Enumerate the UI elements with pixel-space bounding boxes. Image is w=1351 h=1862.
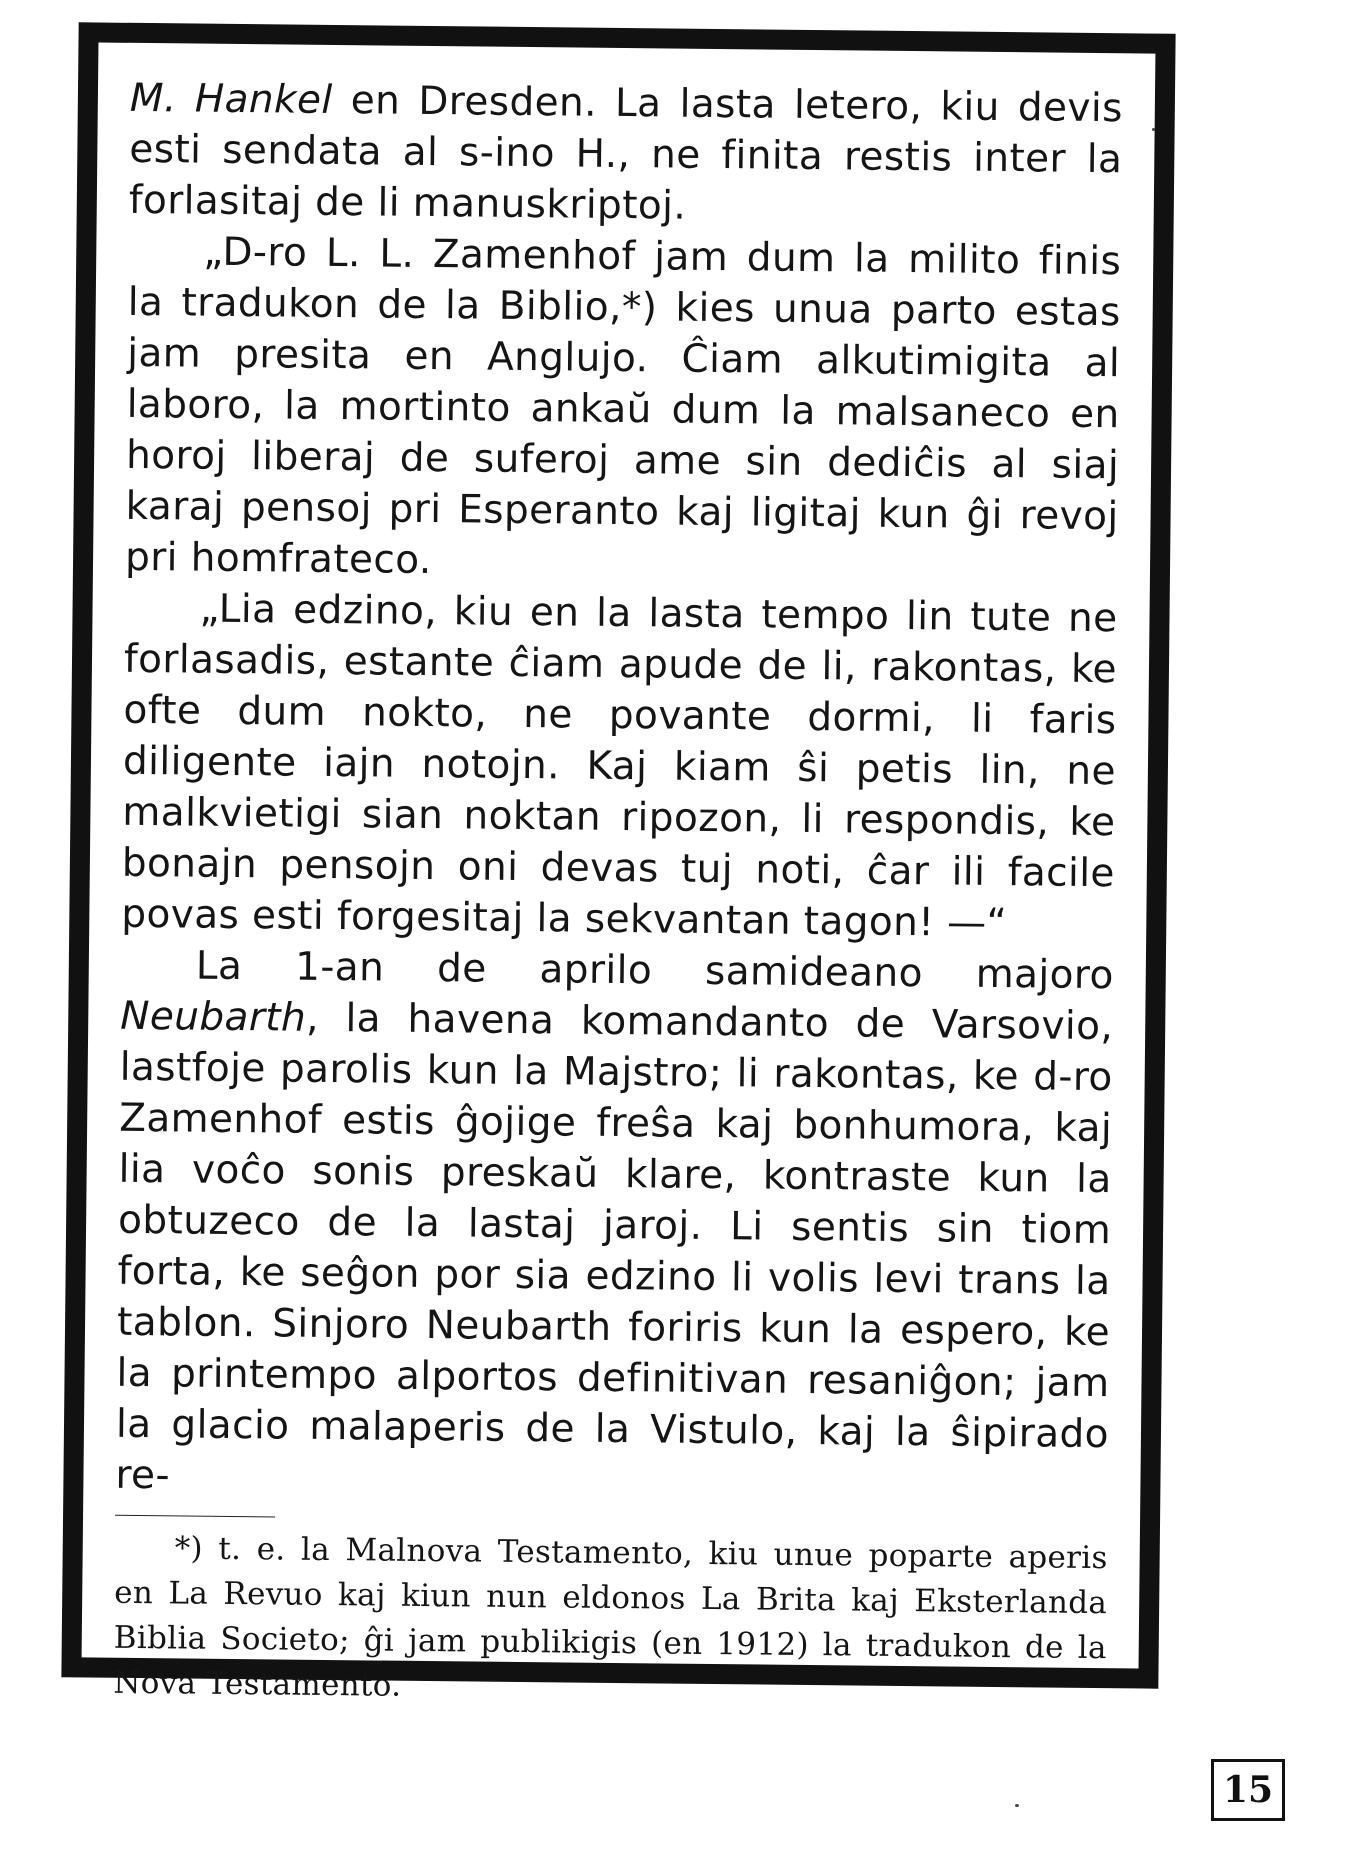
paragraph-1-text: en Dresden. La lasta letero, kiu devis esti sendata al s-ino H., ne finita restis inter la forlasitaj de li manuskriptoj. bbox=[128, 77, 1124, 229]
paragraph-1 bbox=[129, 73, 1124, 236]
neubarth-name-italic: Neubarth bbox=[120, 993, 307, 1041]
paragraph-4 bbox=[115, 940, 1114, 1511]
scan-speck bbox=[1152, 128, 1155, 131]
scan-speck bbox=[1015, 1804, 1019, 1807]
footnote: *) t. e. la Malnova Testamento, kiu unue poparte aperis en La Revuo kaj kiun nun eldonos La Brita kaj Eksterlanda Biblia Societo; ĝi jam publikigis (en 1912) la tradukon de la Nova Testamento. bbox=[113, 1530, 1108, 1704]
framed-text-area bbox=[113, 73, 1124, 1704]
author-name-italic: M. Hankel bbox=[129, 75, 333, 123]
paragraph-3: „Lia edzino, kiu en la lasta tempo lin tute ne forlasadis, estante ĉiam apude de li, rakontas, ke ofte dum nokto, ne povante dormi, li faris diligente iajn notojn. Kaj kiam ŝi petis lin, ne malkvietigi sian noktan ripozon, li respondis, ke bonajn pensojn oni devas tuj noti, ĉar ili facile povas esti forgesitaj la sekvantan tagon! —“ bbox=[121, 586, 1118, 947]
black-mourning-border bbox=[61, 22, 1175, 1704]
paragraph-4-text-after: , la havena komandanto de Varsovio, lastfoje parolis kun la Majstro; li rakontas, ke d-ro Zamenhof estis ĝojige freŝa kaj bonhumora, kaj lia voĉo sonis preskaŭ klare, kontraste kun la obtuzeco de la lastaj jaroj. Li sentis sin tiom forta, ke seĝon por sia edzino li volis levi trans la tablon. Sinjoro Neubarth foriris kun la espero, ke la printempo alportos definitivan resaniĝon; jam la glacio malaperis de la Vistulo, kaj la ŝipirado re- bbox=[115, 995, 1114, 1499]
footnote-divider bbox=[115, 1515, 275, 1518]
page-number-box: 15 bbox=[1211, 1759, 1285, 1821]
paragraph-2: „D-ro L. L. Zamenhof jam dum la milito finis la tradukon de la Biblio,*) kies unua parto estas jam presita en Anglujo. Ĉiam alkutimigita al laboro, la mortinto ankaŭ dum la malsaneco en horoj liberaj de suferoj ame sin dediĉis al siaj karaj pensoj pri Esperanto kaj ligitaj kun ĝi revoj pri homfrateco. bbox=[124, 229, 1122, 584]
paragraph-4-text-before: La 1-an de aprilo samideano majoro bbox=[195, 943, 1115, 999]
